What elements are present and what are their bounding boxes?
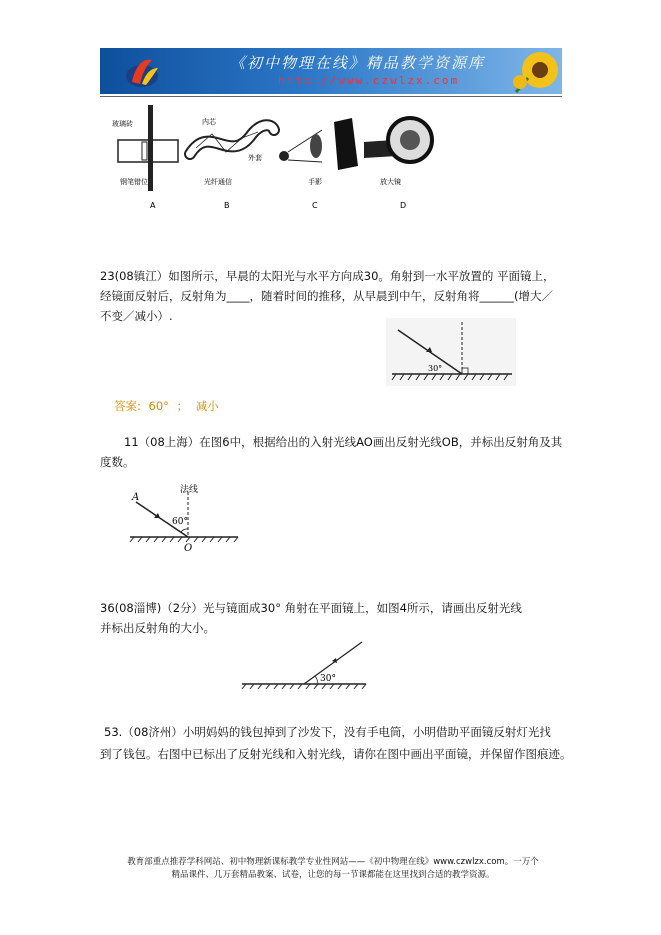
question-36-figure [238, 636, 370, 694]
footer-line-2: 精品课件、几万套精品教案、试卷，让您的每一节课都能在这里找到合适的教学资源。 [171, 870, 495, 880]
header-banner [100, 48, 562, 94]
figure-label-c: C [312, 201, 318, 210]
optics-phenomena-figure [112, 100, 434, 218]
figure-label-b: B [224, 201, 230, 210]
site-logo-icon [122, 54, 162, 90]
question-36-line2: 并标出反射角的大小。 [100, 621, 215, 635]
figure-c-hand-shadow [279, 118, 358, 210]
figure-caption-a: 钢笔错位 [120, 178, 148, 186]
point-a-label: A [132, 492, 140, 503]
question-36-line1: 36(08淄博)（2分）光与镜面成30° 角射在平面镜上，如图4所示，请画出反射光线 [100, 601, 522, 615]
figure-d-magnifier [364, 118, 432, 210]
question-23-line1: 23(08镇江）如图所示，早晨的太阳光与水平方向成30。角射到一水平放置的 平面镜上， [100, 269, 555, 283]
question-23-line2: 经镜面反射后，反射角为____，随着时间的推移，从早晨到中午，反射角将______(增大／ [100, 289, 553, 303]
question-11-angle-label: 60° [172, 517, 188, 527]
figure-b-optical-fiber [190, 117, 274, 210]
point-o-label: O [184, 543, 193, 554]
banner-url[interactable]: http://www.czwlzx.com [278, 74, 460, 87]
figure-caption-d: 放大镜 [380, 178, 401, 186]
question-53-line1: 53.（08济州）小明妈妈的钱包掉到了沙发下，没有手电筒，小明借助平面镜反射灯光找 [104, 725, 551, 739]
question-23-angle-label: 30° [428, 364, 443, 373]
figure-label-a: A [150, 201, 156, 210]
question-23-figure [386, 318, 516, 386]
figure-a-pen-through-glass [112, 105, 178, 210]
normal-line-label: 法线 [180, 485, 199, 495]
answer-separator: ； [176, 399, 189, 413]
question-23-line3: 不变／减小）. [100, 309, 173, 323]
question-11-line1: 11（08上海）在图6中，根据给出的入射光线AO画出反射光线OB，并标出反射角及其 [124, 435, 563, 449]
header-divider [100, 96, 562, 97]
figure-inner-label: 玻璃砖 [112, 120, 133, 128]
figure-caption-b: 光纤通信 [204, 178, 232, 186]
answer-value-1: 60° [148, 399, 169, 413]
page-footer [78, 856, 588, 882]
figure-label-d: D [400, 201, 407, 210]
figure-inner-label: 内芯 [202, 118, 216, 126]
banner-title: 《初中物理在线》精品教学资源库 [230, 54, 486, 72]
question-36-angle-label: 30° [320, 674, 336, 684]
footer-line-1: 教育部重点推荐学科网站、初中物理新课标教学专业性网站——《初中物理在线》www.czwlzx.com。一万个 [127, 857, 539, 867]
figure-caption-c: 手影 [308, 178, 322, 186]
question-11-line2: 度数。 [100, 455, 135, 469]
answer-line [114, 398, 223, 414]
figure-inner-label: 外套 [248, 154, 262, 162]
sunflower-icon [510, 48, 562, 94]
answer-label: 答案: [114, 399, 141, 413]
question-11-figure [126, 482, 242, 554]
question-53-line2: 到了钱包。右图中已标出了反射光线和入射光线，请你在图中画出平面镜，并保留作图痕迹。 [100, 747, 572, 761]
answer-value-2: 减小 [195, 399, 219, 413]
